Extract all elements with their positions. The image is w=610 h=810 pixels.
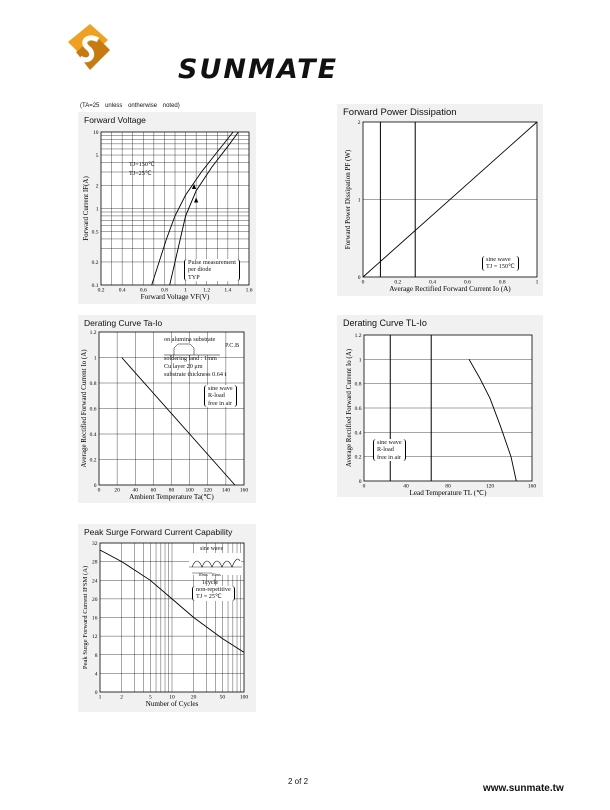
x-tick-label: 100 bbox=[239, 694, 249, 701]
brand-logo bbox=[60, 20, 339, 85]
y-tick-label: 2 bbox=[357, 120, 361, 126]
annotation-line: free in air bbox=[377, 453, 402, 461]
annotation-line: Pulse measurement bbox=[188, 259, 236, 266]
y-tick-label: 4 bbox=[94, 671, 98, 678]
chart-title: Peak Surge Forward Current Capability bbox=[84, 527, 233, 537]
y-tick-label: 12 bbox=[92, 634, 98, 641]
y-tick-label: 0.5 bbox=[91, 229, 99, 236]
x-tick-label: 0 bbox=[361, 279, 365, 286]
panel-forward-power bbox=[337, 104, 543, 296]
annotation-pulse bbox=[184, 259, 240, 281]
x-tick-label: 0.4 bbox=[118, 287, 126, 294]
x-axis-label: Average Rectified Forward Current Io (A) bbox=[389, 285, 511, 293]
annotation-tj150: TJ=150℃ bbox=[129, 161, 155, 168]
y-tick-label: 8 bbox=[94, 652, 98, 659]
x-tick-label: 120 bbox=[203, 487, 212, 494]
annotation-1cycle: 1cycle bbox=[202, 579, 219, 586]
y-tick-label: 1 bbox=[93, 355, 97, 362]
annotation-nonrep bbox=[192, 586, 235, 601]
x-tick-label: 0.2 bbox=[97, 287, 105, 294]
annotation-10ms: 10ms bbox=[211, 572, 221, 577]
x-tick-label: 0.8 bbox=[160, 287, 168, 294]
x-tick-label: 160 bbox=[527, 483, 537, 490]
x-tick-label: 140 bbox=[221, 487, 230, 494]
brand-name: SUNMATE bbox=[178, 54, 339, 85]
annotation-pcb: P.C.B bbox=[225, 342, 240, 349]
annotation-line: R-load bbox=[208, 392, 225, 400]
annotation-soldering: soldering land : 1mm bbox=[164, 355, 217, 362]
annotation-rload bbox=[373, 439, 406, 461]
x-axis-label: Ambient Temperature Ta(℃) bbox=[129, 493, 214, 501]
annotation-sine bbox=[482, 256, 519, 271]
x-tick-label: 40 bbox=[403, 483, 409, 490]
x-tick-label: 20 bbox=[114, 487, 120, 494]
x-tick-label: 80 bbox=[168, 487, 175, 494]
y-axis-label: Forward Current IF(A) bbox=[82, 176, 90, 241]
y-tick-label: 1.2 bbox=[89, 330, 97, 336]
x-tick-label: 0.2 bbox=[394, 279, 402, 286]
y-tick-label: 24 bbox=[92, 578, 98, 585]
x-tick-label: 10 bbox=[169, 694, 175, 701]
x-tick-label: 100 bbox=[185, 487, 194, 494]
x-tick-label: 120 bbox=[485, 483, 495, 490]
annotation-line: non-repetitive bbox=[196, 586, 231, 593]
x-axis-label: Number of Cycles bbox=[145, 700, 199, 708]
y-tick-label: 0 bbox=[358, 479, 362, 485]
annotation-thickness: substrate thickness 0.64 t bbox=[164, 371, 227, 378]
y-tick-label: 0 bbox=[94, 690, 98, 696]
annotation-sine: sine wave bbox=[200, 546, 224, 552]
annotation-line: sine wave bbox=[486, 256, 511, 263]
x-tick-label: 0.4 bbox=[429, 279, 437, 286]
y-axis-label: Peak Surge Forward Current IFSM (A) bbox=[82, 565, 89, 670]
x-tick-label: 0 bbox=[362, 483, 366, 490]
y-tick-label: 1 bbox=[358, 357, 362, 364]
annotation-tj25: TJ=25℃ bbox=[129, 170, 152, 177]
annotation-line: TJ = 25℃ bbox=[196, 593, 222, 601]
annotation-line: per diode bbox=[188, 266, 212, 274]
y-tick-label: 10 bbox=[93, 130, 99, 136]
page-number: 2 of 2 bbox=[288, 777, 309, 786]
y-tick-label: 0.8 bbox=[89, 381, 97, 387]
x-tick-label: 2 bbox=[120, 694, 124, 701]
annotation-substrate: on alumina substrate bbox=[164, 336, 216, 343]
y-axis-label: Average Rectified Forward Current Io (A) bbox=[80, 349, 88, 468]
x-tick-label: 0.6 bbox=[463, 279, 471, 286]
y-tick-label: 0.2 bbox=[354, 454, 362, 461]
y-tick-label: 0.2 bbox=[91, 259, 99, 266]
chart-title: Derating Curve Ta-Io bbox=[84, 318, 163, 328]
chart-title: Forward Power Dissipation bbox=[343, 107, 457, 118]
y-tick-label: 28 bbox=[92, 559, 98, 566]
x-tick-label: 80 bbox=[445, 483, 451, 490]
x-tick-label: 1.4 bbox=[224, 287, 232, 294]
y-tick-label: 1 bbox=[95, 206, 99, 213]
x-tick-label: 1.6 bbox=[245, 287, 253, 294]
y-tick-label: 20 bbox=[92, 596, 98, 603]
annotation-line: sine wave bbox=[377, 439, 402, 446]
y-tick-label: 0.6 bbox=[354, 406, 362, 412]
y-tick-label: 0.8 bbox=[354, 381, 362, 388]
y-tick-label: 0.1 bbox=[91, 283, 99, 289]
x-tick-label: 160 bbox=[239, 487, 249, 494]
y-tick-label: 2 bbox=[95, 183, 99, 190]
annotation-line: sine wave bbox=[208, 385, 233, 392]
panel-derating-tl bbox=[337, 315, 543, 497]
y-tick-label: 16 bbox=[92, 615, 98, 622]
chart-title: Derating Curve TL-Io bbox=[343, 318, 427, 328]
annotation-10ms: 10ms bbox=[198, 572, 208, 577]
y-tick-label: 0.4 bbox=[354, 430, 362, 437]
x-tick-label: 40 bbox=[132, 487, 138, 494]
y-tick-label: 0 bbox=[93, 483, 97, 489]
panel-peak-surge bbox=[78, 524, 256, 712]
logo-mark-icon bbox=[60, 20, 120, 80]
y-tick-label: 0 bbox=[357, 275, 361, 281]
x-tick-label: 0.8 bbox=[498, 279, 506, 286]
x-tick-label: 1.2 bbox=[203, 287, 211, 294]
x-tick-label: 50 bbox=[219, 694, 226, 701]
y-tick-label: 1.2 bbox=[354, 333, 362, 339]
x-axis-label: Lead Temperature TL (℃) bbox=[409, 489, 487, 497]
x-tick-label: 1 bbox=[184, 287, 187, 294]
annotation-line: TJ = 150℃ bbox=[486, 263, 516, 271]
derating-tl-chart bbox=[337, 315, 543, 497]
annotation-line: free in air bbox=[208, 399, 233, 407]
pcb-diagram bbox=[160, 343, 220, 355]
x-tick-label: 5 bbox=[148, 694, 152, 701]
x-tick-label: 20 bbox=[190, 694, 197, 701]
x-tick-label: 1 bbox=[98, 694, 102, 701]
y-tick-label: 0.4 bbox=[89, 432, 97, 438]
x-axis-label: Forward Voltage VF(V) bbox=[140, 293, 210, 301]
annotation-cu-layer: Cu layer 20 μm bbox=[164, 363, 203, 370]
y-tick-label: 0.2 bbox=[89, 457, 97, 464]
panel-forward-voltage bbox=[78, 112, 256, 304]
annotation-line: R-load bbox=[377, 446, 394, 454]
y-tick-label: 5 bbox=[95, 153, 99, 160]
y-tick-label: 1 bbox=[357, 197, 361, 204]
website-url: www.sunmate.tw bbox=[483, 783, 564, 794]
x-tick-label: 0 bbox=[97, 487, 101, 494]
y-axis-label: Average Rectified Forward Current Io (A) bbox=[345, 348, 353, 468]
y-tick-label: 32 bbox=[92, 541, 98, 547]
x-tick-label: 1 bbox=[535, 279, 539, 286]
y-axis-label: Forward Power Dissipation PF (W) bbox=[344, 149, 352, 250]
y-tick-label: 0.6 bbox=[89, 406, 97, 413]
x-tick-label: 0.6 bbox=[139, 287, 147, 294]
annotation-line: TYP bbox=[188, 273, 200, 281]
annotation-rload bbox=[204, 385, 237, 407]
x-tick-label: 60 bbox=[150, 487, 157, 494]
panel-derating-ta bbox=[78, 315, 256, 503]
chart-title: Forward Voltage bbox=[84, 115, 146, 125]
test-condition: (TA=25 unless ontherwise noted) bbox=[80, 103, 180, 109]
